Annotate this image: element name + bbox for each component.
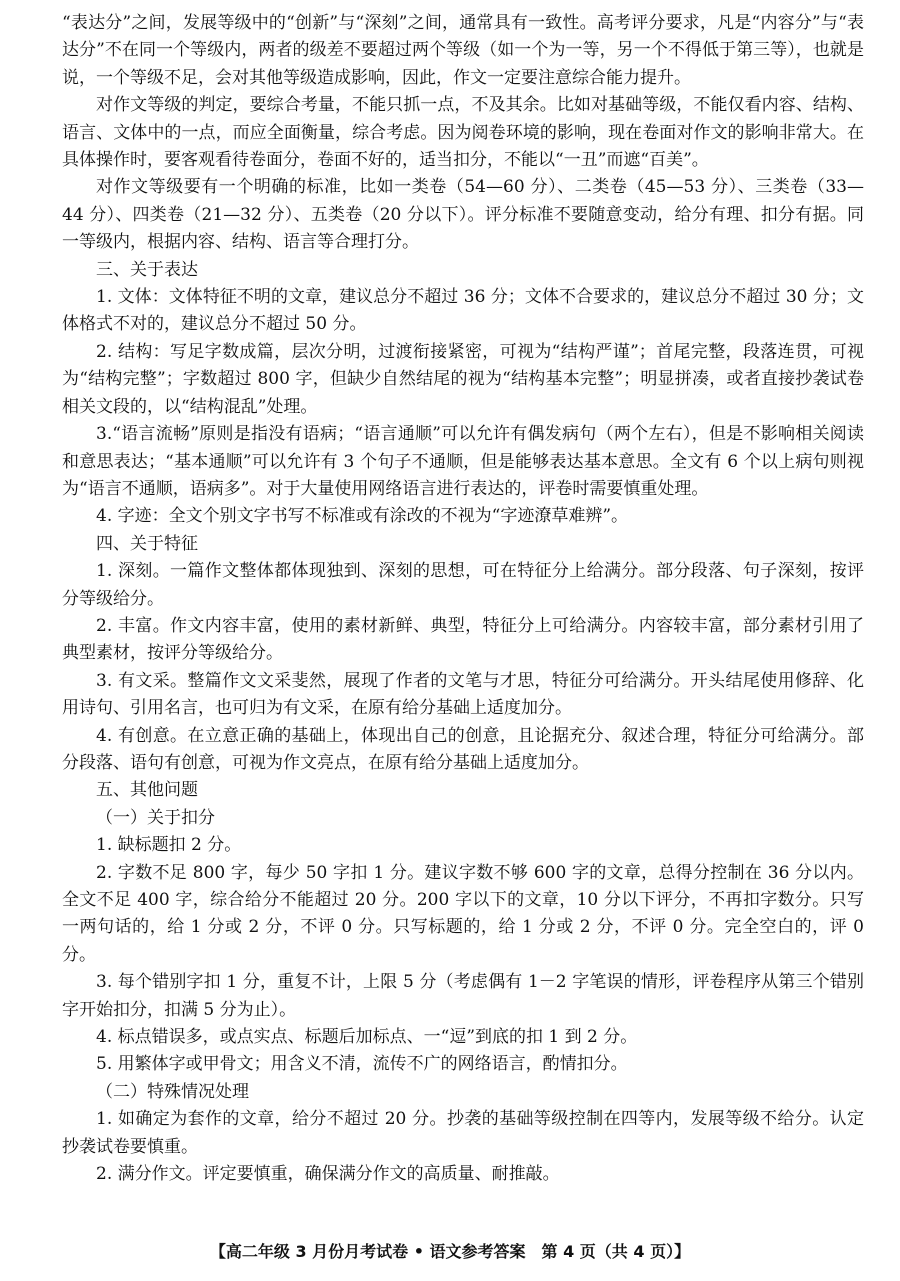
paragraph-richness: 2. 丰富。作文内容丰富，使用的素材新鲜、典型，特征分上可给满分。内容较丰富，部分素材引用了典型素材，按评分等级给分。	[62, 615, 864, 664]
document-page	[62, 10, 864, 1188]
section-heading-features: 四、关于特征	[96, 533, 198, 554]
paragraph-structure: 2. 结构：写足字数成篇，层次分明，过渡衔接紧密，可视为“结构严谨”；首尾完整，段落连贯，可视为“结构完整”；字数超过 800 字，但缺少自然结尾的视为“结构基本完整”；明显拼凑，或者直接抄袭试卷相关文段的，以“结构混乱”处理。	[62, 341, 864, 417]
paragraph-full-score: 2. 满分作文。评定要慎重，确保满分作文的高质量、耐推敲。	[96, 1164, 560, 1185]
section-heading-expression: 三、关于表达	[96, 259, 198, 280]
paragraph-typos: 3. 每个错别字扣 1 分，重复不计，上限 5 分（考虑偶有 1－2 字笔误的情形，评卷程序从第三个错别字开始扣分，扣满 5 分为止）。	[62, 972, 864, 1020]
paragraph-word-count: 2. 字数不足 800 字，每少 50 字扣 1 分。建议字数不够 600 字的文章，总得分控制在 36 分以内。全文不足 400 字，综合给分不能超过 20 分。200 字以下的文章，10 分以下评分，不再扣字数分。只写一两句话的，给 1 分或 2 分，不评 0 分。只写标题的，给 1 分或 2 分，不评 0 分。完全空白的，评 0 分。	[62, 862, 864, 965]
subsection-heading-deductions: （一）关于扣分	[96, 807, 215, 828]
paragraph-missing-title: 1. 缺标题扣 2 分。	[96, 835, 242, 856]
paragraph-grade-standard: 对作文等级要有一个明确的标准，比如一类卷（54—60 分）、二类卷（45—53 分）、三类卷（33—44 分）、四类卷（21—32 分）、五类卷（20 分以下）。评分标准不要随意变动，给分有理、扣分有据。同一等级内，根据内容、结构、语言等合理打分。	[62, 177, 864, 253]
paragraph-template-essay: 1. 如确定为套作的文章，给分不超过 20 分。抄袭的基础等级控制在四等内，发展等级不给分。认定抄袭试卷要慎重。	[62, 1109, 864, 1157]
paragraph-traditional-chars: 5. 用繁体字或甲骨文；用含义不清，流传不广的网络语言，酌情扣分。	[96, 1054, 628, 1075]
paragraph-depth: 1. 深刻。一篇作文整体都体现独到、深刻的思想，可在特征分上给满分。部分段落、句子深刻，按评分等级给分。	[62, 561, 864, 609]
page-footer: 【高二年级 3 月份月考试卷 • 语文参考答案 第 4 页（共 4 页）】	[209, 1242, 691, 1261]
subsection-heading-special-cases: （二）特殊情况处理	[96, 1081, 249, 1102]
paragraph-creativity: 4. 有创意。在立意正确的基础上，体现出自己的创意，且论据充分、叙述合理，特征分可给满分。部分段落、语句有创意，可视为作文亮点，在原有给分基础上适度加分。	[62, 725, 864, 773]
section-heading-other: 五、其他问题	[96, 780, 198, 801]
paragraph-handwriting: 4. 字迹：全文个别文字书写不标准或有涂改的不视为“字迹潦草难辨”。	[96, 506, 629, 527]
paragraph-literary-grace: 3. 有文采。整篇作文文采斐然，展现了作者的文笔与才思，特征分可给满分。开头结尾使用修辞、化用诗句、引用名言，也可归为有文采，在原有给分基础上适度加分。	[62, 670, 864, 719]
paragraph-language: 3.“语言流畅”原则是指没有语病；“语言通顺”可以允许有偶发病句（两个左右），但是不影响相关阅读和意思表达；“基本通顺”可以允许有 3 个句子不通顺，但是能够表达基本意思。全文有 6 个以上病句则视为“语言不通顺，语病多”。对于大量使用网络语言进行表达的，评卷时需要慎重处理。	[62, 424, 864, 499]
paragraph-grade-judgment: 对作文等级的判定，要综合考量，不能只抓一点，不及其余。比如对基础等级，不能仅看内容、结构、语言、文体中的一点，而应全面衡量，综合考虑。因为阅卷环境的影响，现在卷面对作文的影响非常大。在具体操作时，要客观看待卷面分，卷面不好的，适当扣分，不能以“一丑”而遮“百美”。	[62, 95, 864, 171]
paragraph-punctuation: 4. 标点错误多，或点实点、标题后加标点、一“逗”到底的扣 1 到 2 分。	[96, 1027, 638, 1048]
paragraph-continuation: “表达分”之间，发展等级中的“创新”与“深刻”之间，通常具有一致性。高考评分要求，凡是“内容分”与“表达分”不在同一个等级内，两者的级差不要超过两个等级（如一个为一等，另一个不得低于第三等），也就是说，一个等级不足，会对其他等级造成影响，因此，作文一定要注意综合能力提升。	[62, 13, 864, 88]
paragraph-style: 1. 文体：文体特征不明的文章，建议总分不超过 36 分；文体不合要求的，建议总分不超过 30 分；文体格式不对的，建议总分不超过 50 分。	[62, 287, 864, 335]
